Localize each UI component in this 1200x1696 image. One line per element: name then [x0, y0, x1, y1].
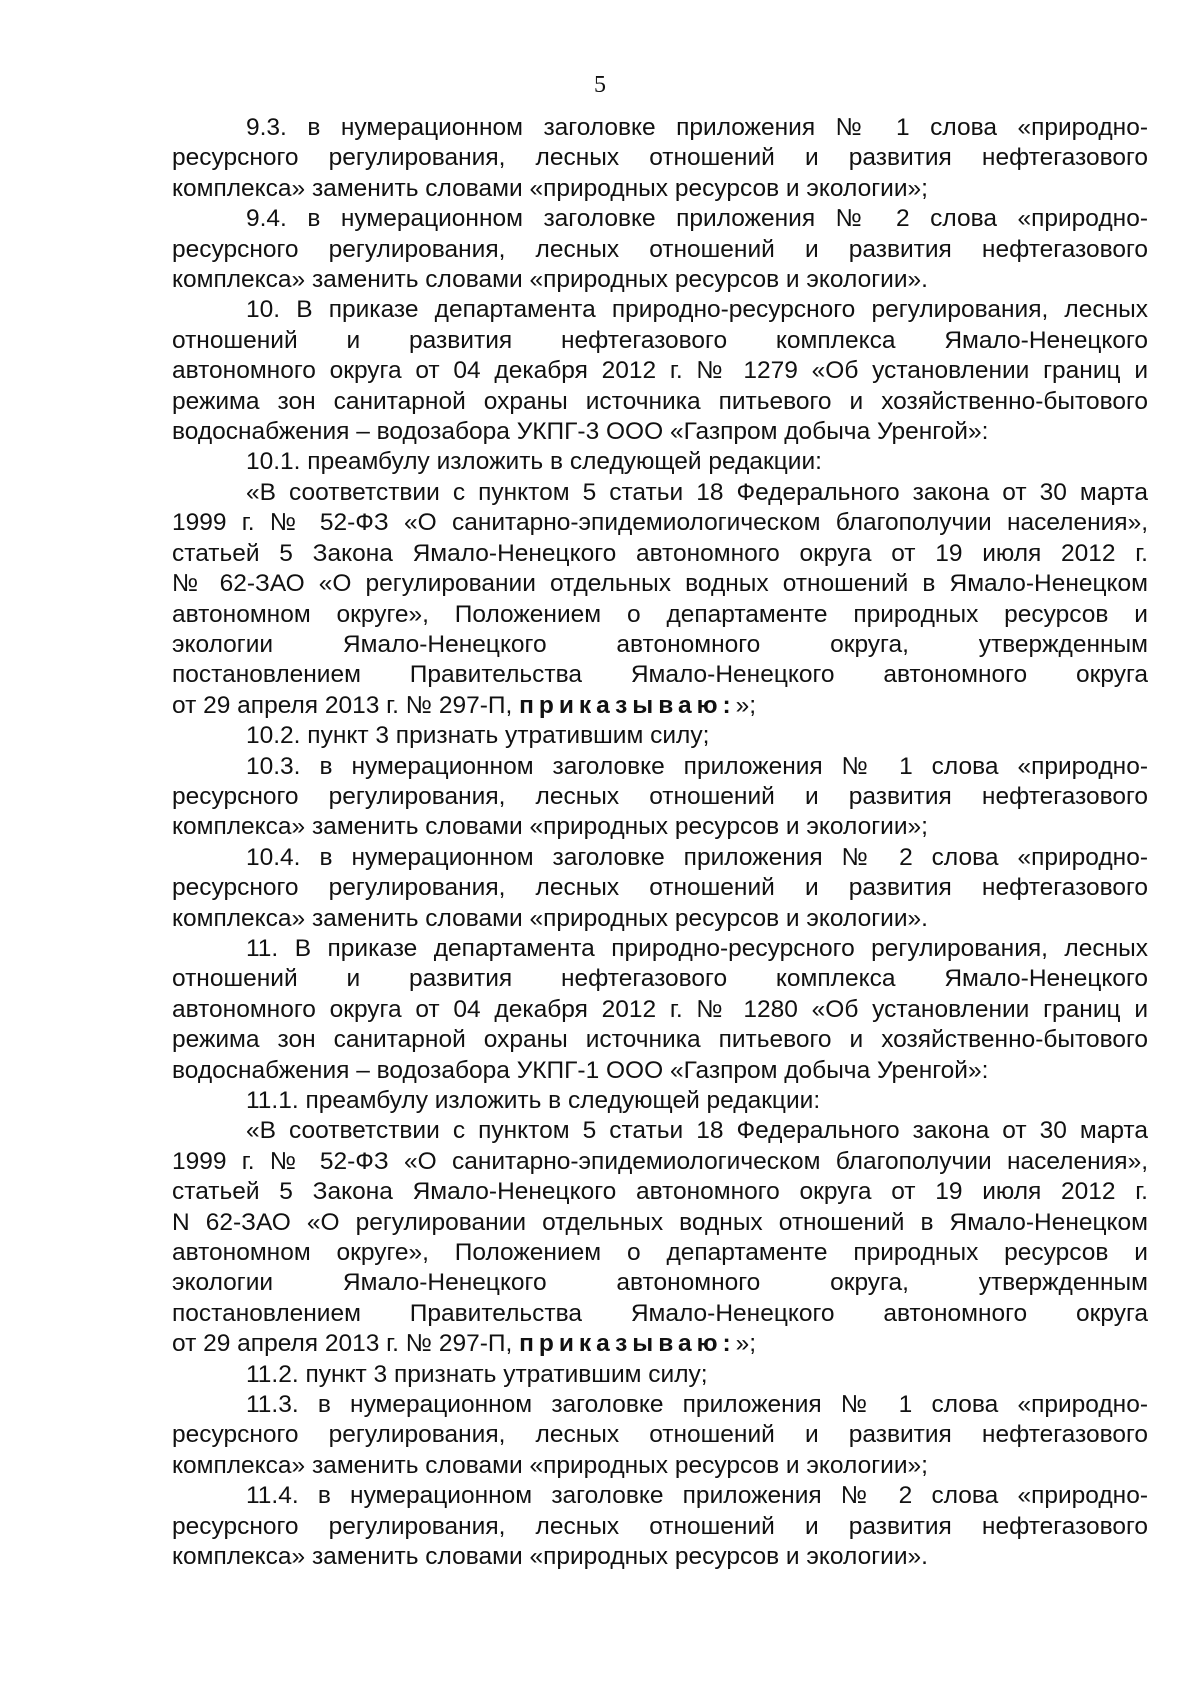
closing-quote: »; — [735, 1330, 757, 1358]
text-line: водоснабжения – водозабора УКПГ-3 ООО «Газпром добыча Уренгой»: — [172, 418, 989, 446]
text-line: 9.4. в нумерационном заголовке приложения № 2 слова «природно- — [246, 205, 1148, 233]
text-line: экологии Ямало-Ненецкого автономного округа, утвержденным — [172, 1269, 1148, 1297]
order-keyword: приказываю: — [519, 1330, 736, 1358]
text-line: ресурсного регулирования, лесных отношений и развития нефтегазового — [172, 1421, 1148, 1449]
text-line: статьей 5 Закона Ямало-Ненецкого автономного округа от 19 июля 2012 г. — [172, 1178, 1148, 1206]
text-line: автономном округе», Положением о департаменте природных ресурсов и — [172, 1239, 1148, 1267]
text-line-closing — [172, 691, 1148, 721]
text-line: № 62-ЗАО «О регулировании отдельных водных отношений в Ямало-Ненецком — [172, 570, 1148, 598]
closing-quote: »; — [735, 691, 757, 719]
paragraph-10-3 — [172, 752, 1148, 843]
order-keyword: приказываю: — [519, 691, 736, 719]
text-line: комплекса» заменить словами «природных ресурсов и экологии»; — [172, 1451, 928, 1479]
text-line: отношений и развития нефтегазового комплекса Ямало-Ненецкого — [172, 965, 1148, 993]
text-line: 10. В приказе департамента природно-ресурсного регулирования, лесных — [246, 296, 1148, 324]
text-line: автономного округа от 04 декабря 2012 г. № 1280 «Об установлении границ и — [172, 995, 1148, 1023]
text-line: комплекса» заменить словами «природных ресурсов и экологии». — [172, 1543, 928, 1571]
paragraph-11-1 — [172, 1086, 1148, 1116]
text-line: постановлением Правительства Ямало-Ненецкого автономного округа — [172, 661, 1148, 689]
text-line: 11.2. пункт 3 признать утратившим силу; — [246, 1360, 708, 1388]
text-line: «В соответствии с пунктом 5 статьи 18 Федерального закона от 30 марта — [246, 1117, 1148, 1145]
text-line: ресурсного регулирования, лесных отношений и развития нефтегазового — [172, 144, 1148, 172]
paragraph-11 — [172, 934, 1148, 1086]
paragraph-10-2 — [172, 721, 1148, 751]
text-line: 11.3. в нумерационном заголовке приложения № 1 слова «природно- — [246, 1391, 1148, 1419]
text-line: постановлением Правительства Ямало-Ненецкого автономного округа — [172, 1299, 1148, 1327]
document-body — [172, 113, 1148, 1573]
text-line: комплекса» заменить словами «природных ресурсов и экологии»; — [172, 174, 928, 202]
paragraph-11-4 — [172, 1481, 1148, 1572]
text-line: «В соответствии с пунктом 5 статьи 18 Федерального закона от 30 марта — [246, 478, 1148, 506]
closing-text: от 29 апреля 2013 г. № 297-П, — [172, 1330, 520, 1358]
text-line: ресурсного регулирования, лесных отношений и развития нефтегазового — [172, 874, 1148, 902]
text-line: ресурсного регулирования, лесных отношений и развития нефтегазового — [172, 235, 1148, 263]
text-line: 9.3. в нумерационном заголовке приложения № 1 слова «природно- — [246, 114, 1148, 141]
text-line: N 62-ЗАО «О регулировании отдельных водных отношений в Ямало-Ненецком — [172, 1208, 1148, 1236]
text-line: 1999 г. № 52-ФЗ «О санитарно-эпидемиологическом благополучии населения», — [172, 1147, 1148, 1175]
text-line: статьей 5 Закона Ямало-Ненецкого автономного округа от 19 июля 2012 г. — [172, 539, 1148, 567]
paragraph-11-3 — [172, 1390, 1148, 1481]
paragraph-10 — [172, 295, 1148, 447]
text-line: 10.3. в нумерационном заголовке приложения № 1 слова «природно- — [246, 752, 1148, 780]
text-line: 10.2. пункт 3 признать утратившим силу; — [246, 722, 710, 750]
text-line: 1999 г. № 52-ФЗ «О санитарно-эпидемиологическом благополучии населения», — [172, 509, 1148, 537]
paragraph-9-3 — [172, 113, 1148, 204]
text-line: режима зон санитарной охраны источника питьевого и хозяйственно-бытового — [172, 387, 1148, 415]
paragraph-9-4 — [172, 204, 1148, 295]
page-number: 5 — [594, 72, 606, 98]
text-line: водоснабжения – водозабора УКПГ-1 ООО «Газпром добыча Уренгой»: — [172, 1056, 989, 1084]
text-line: комплекса» заменить словами «природных ресурсов и экологии». — [172, 266, 928, 294]
text-line: отношений и развития нефтегазового комплекса Ямало-Ненецкого — [172, 326, 1148, 354]
text-line: автономного округа от 04 декабря 2012 г. № 1279 «Об установлении границ и — [172, 357, 1148, 385]
paragraph-10-1 — [172, 447, 1148, 477]
text-line: ресурсного регулирования, лесных отношений и развития нефтегазового — [172, 782, 1148, 810]
text-line: комплекса» заменить словами «природных ресурсов и экологии»; — [172, 813, 928, 841]
text-line: автономном округе», Положением о департаменте природных ресурсов и — [172, 600, 1148, 628]
text-line: 10.1. преамбулу изложить в следующей редакции: — [246, 448, 822, 476]
paragraph-11-1-quote — [172, 1116, 1148, 1359]
text-line: 11. В приказе департамента природно-ресурсного регулирования, лесных — [246, 934, 1148, 962]
text-line: 11.1. преамбулу изложить в следующей редакции: — [246, 1087, 821, 1114]
text-line: комплекса» заменить словами «природных ресурсов и экологии». — [172, 904, 928, 932]
text-line: ресурсного регулирования, лесных отношений и развития нефтегазового — [172, 1512, 1148, 1540]
paragraph-11-2 — [172, 1360, 1148, 1390]
text-line: экологии Ямало-Ненецкого автономного округа, утвержденным — [172, 630, 1148, 658]
closing-text: от 29 апреля 2013 г. № 297-П, — [172, 691, 520, 719]
text-line-closing — [172, 1329, 1148, 1359]
text-line: 10.4. в нумерационном заголовке приложения № 2 слова «природно- — [246, 843, 1148, 871]
text-line: 11.4. в нумерационном заголовке приложения № 2 слова «природно- — [246, 1482, 1148, 1510]
paragraph-10-4 — [172, 843, 1148, 934]
text-line: режима зон санитарной охраны источника питьевого и хозяйственно-бытового — [172, 1026, 1148, 1054]
paragraph-10-1-quote — [172, 478, 1148, 721]
